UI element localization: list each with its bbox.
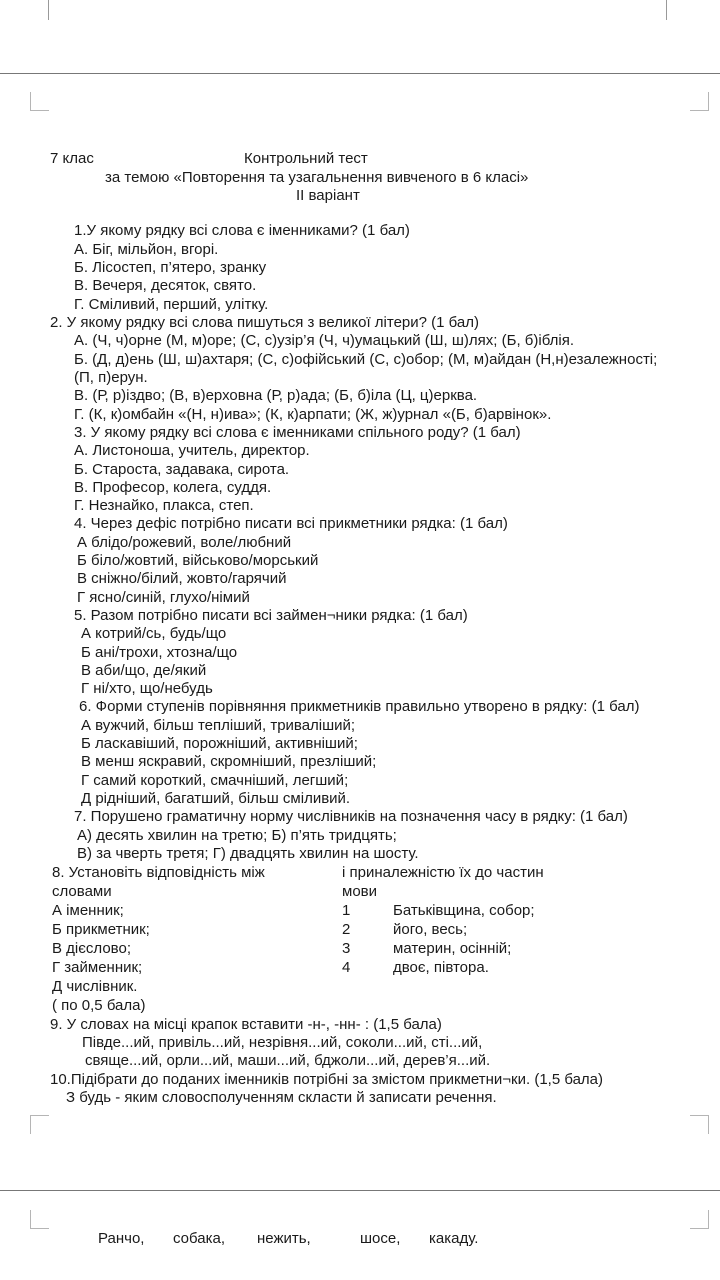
q8-right-item: його, весь; [393, 921, 468, 938]
page-divider-bottom [0, 1190, 720, 1191]
margin-corner-page2-right [690, 1210, 709, 1229]
margin-corner-top-left [30, 92, 49, 111]
q8-number: 4 [342, 959, 351, 976]
q4-option-d: Г ясно/синій, глухо/німий [77, 589, 250, 606]
q5-option-d: Г ні/хто, що/небудь [81, 680, 213, 697]
q8-right-item: двоє, півтора. [393, 959, 489, 976]
q2-option-b-cont: (П, п)ерун. [74, 369, 148, 386]
q5-option-b: Б ані/трохи, хтозна/що [81, 644, 238, 661]
q8-left-item: А іменник; [52, 902, 124, 919]
variant-label: ІІ варіант [296, 187, 360, 204]
page-edge-right-top [666, 0, 667, 20]
q7-options-ab: А) десять хвилин на третю; Б) п’ять тридцять; [77, 827, 397, 844]
q9-question: 9. У словах на місці крапок вставити -н-, -нн- : (1,5 бала) [50, 1016, 442, 1033]
margin-corner-page2-left [30, 1210, 49, 1229]
q6-option-a: А вужчий, більш тепліший, триваліший; [81, 717, 356, 734]
q5-option-c: В аби/що, де/який [81, 662, 207, 679]
q6-option-d: Г самий короткий, смачніший, легший; [81, 772, 349, 789]
q9-words-2: свяще...ий, орли...ий, маши...ий, бджоли...ий, дерев’я...ий. [85, 1052, 491, 1069]
q8-left-item: Г займенник; [52, 959, 143, 976]
word-item: шосе, [360, 1230, 401, 1247]
q8-number: 1 [342, 902, 351, 919]
q1-option-d: Г. Сміливий, перший, улітку. [74, 296, 269, 313]
q9-words-1: Півде...ий, привіль...ий, незрівня...ий, соколи...ий, сті...ий, [82, 1034, 483, 1051]
q2-option-a: А. (Ч, ч)орне (М, м)оре; (С, с)узір’я (Ч, ч)умацький (Ш, ш)лях; (Б, б)іблія. [74, 332, 575, 349]
q8-right-item: материн, осінній; [393, 940, 512, 957]
q6-option-e: Д рідніший, багатший, більш сміливий. [81, 790, 351, 807]
test-subtitle: за темою «Повторення та узагальнення вивченого в 6 класі» [105, 169, 529, 186]
page-divider-top [0, 73, 720, 74]
grade-label: 7 клас [50, 150, 94, 167]
q8-heading-left-cont: словами [52, 883, 112, 900]
q2-option-c: В. (Р, р)іздво; (В, в)ерховна (Р, р)ада; (Б, б)іла (Ц, ц)ерква. [74, 387, 478, 404]
q6-option-c: В менш яскравий, скромніший, презліший; [81, 753, 377, 770]
q8-points: ( по 0,5 бала) [52, 997, 146, 1014]
q3-option-d: Г. Незнайко, плакса, степ. [74, 497, 254, 514]
q8-heading-left: 8. Установіть відповідність між [52, 864, 265, 881]
q4-option-a: А блідо/рожевий, воле/любний [77, 534, 292, 551]
q8-heading-right: і приналежністю їх до частин [342, 864, 544, 881]
q2-option-b: Б. (Д, д)ень (Ш, ш)ахтаря; (С, с)офійський (С, с)обор; (М, м)айдан (Н,н)езалежності; [74, 351, 658, 368]
q8-left-item: Б прикметник; [52, 921, 150, 938]
q4-option-c: В сніжно/білий, жовто/гарячий [77, 570, 287, 587]
q8-right-item: Батьківщина, собор; [393, 902, 535, 919]
q8-number: 3 [342, 940, 351, 957]
margin-corner-bottom-right [690, 1115, 709, 1134]
q5-option-a: А котрий/сь, будь/що [81, 625, 227, 642]
q8-left-item: В дієслово; [52, 940, 131, 957]
q4-option-b: Б біло/жовтий, військово/морський [77, 552, 319, 569]
margin-corner-top-right [690, 92, 709, 111]
q6-question: 6. Форми ступенів порівняння прикметників правильно утворено в рядку: (1 бал) [79, 698, 640, 715]
margin-corner-bottom-left [30, 1115, 49, 1134]
q2-option-d: Г. (К, к)омбайн «(Н, н)ива»; (К, к)арпати; (Ж, ж)урнал «(Б, б)арвінок». [74, 406, 552, 423]
q3-option-a: А. Листоноша, учитель, директор. [74, 442, 310, 459]
q8-left-item: Д числівник. [52, 978, 138, 995]
word-item: собака, [173, 1230, 226, 1247]
q10-instruction: З будь - яким словосполученням скласти й записати речення. [66, 1089, 497, 1106]
word-item: Ранчо, [98, 1230, 145, 1247]
q10-question: 10.Підібрати до поданих іменників потрібні за змістом прикметни¬ки. (1,5 бала) [50, 1071, 604, 1088]
q1-option-b: Б. Лісостеп, п’ятеро, зранку [74, 259, 267, 276]
q1-question: 1.У якому рядку всі слова є іменниками? (1 бал) [74, 222, 410, 239]
word-item: нежить, [257, 1230, 311, 1247]
q8-heading-right-cont: мови [342, 883, 378, 900]
test-title: Контрольний тест [244, 150, 368, 167]
q6-option-b: Б ласкавіший, порожніший, активніший; [81, 735, 358, 752]
q3-option-b: Б. Староста, задавака, сирота. [74, 461, 290, 478]
q3-option-c: В. Професор, колега, суддя. [74, 479, 272, 496]
q5-question: 5. Разом потрібно писати всі займен¬ники рядка: (1 бал) [74, 607, 468, 624]
q1-option-c: В. Вечеря, десяток, свято. [74, 277, 257, 294]
word-item: какаду. [429, 1230, 479, 1247]
page-edge-left-top [48, 0, 49, 20]
q7-question: 7. Порушено граматичну норму числівників на позначення часу в рядку: (1 бал) [74, 808, 628, 825]
q2-question: 2. У якому рядку всі слова пишуться з великої літери? (1 бал) [50, 314, 479, 331]
q1-option-a: А. Біг, мільйон, вгорі. [74, 241, 219, 258]
q7-options-cd: В) за чверть третя; Г) двадцять хвилин на шосту. [77, 845, 419, 862]
q3-question: 3. У якому рядку всі слова є іменниками спільного роду? (1 бал) [74, 424, 521, 441]
q8-number: 2 [342, 921, 351, 938]
q4-question: 4. Через дефіс потрібно писати всі прикметники рядка: (1 бал) [74, 515, 508, 532]
